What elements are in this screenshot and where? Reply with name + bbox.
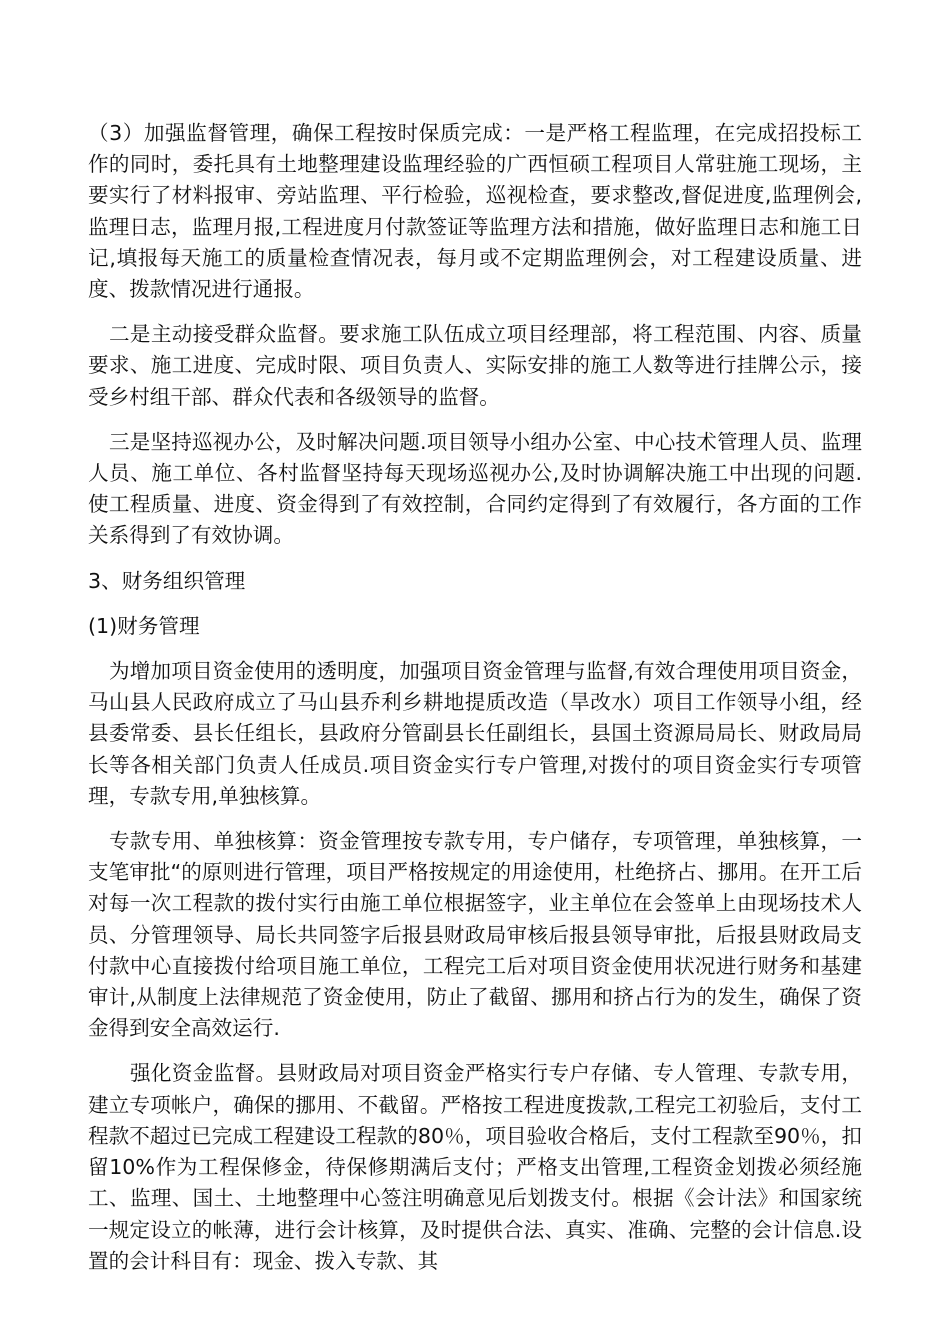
document-body [88, 118, 862, 1291]
section-heading-financial-organization: 3、财务组织管理 [88, 568, 246, 593]
paragraph-public-supervision: 二是主动接受群众监督。要求施工队伍成立项目经理部，将工程范围、内容、质量要求、施工进度、完成时限、项目负责人、实际安排的施工人数等进行挂牌公示，接受乡村组干部、群众代表和各级领导的监督。 [88, 322, 862, 409]
paragraph-inspection-office: 三是坚持巡视办公，及时解决问题.项目领导小组办公室、中心技术管理人员、监理人员、施工单位、各村监督坚持每天现场巡视办公,及时协调解决施工中出现的问题.使工程质量、进度、资金得到了有效控制，合同约定得到了有效履行，各方面的工作关系得到了有效协调。 [88, 429, 862, 548]
paragraph-supervision-management: （3）加强监督管理，确保工程按时保质完成：一是严格工程监理，在完成招投标工作的同时，委托具有土地整理建设监理经验的广西恒硕工程项目人常驻施工现场，主要实行了材料报审、旁站监理、平行检验，巡视检查，要求整改,督促进度,监理例会,监理日志，监理月报,工程进度月付款签证等监理方法和措施，做好监理日志和施工日记,填报每天施工的质量检查情况表，每月或不定期监理例会，对工程建设质量、进度、拨款情况进行通报。 [88, 121, 862, 302]
subsection-heading-financial-management: (1)财务管理 [88, 613, 200, 638]
paragraph-special-funds: 专款专用、单独核算：资金管理按专款专用，专户储存，专项管理，单独核算，一支笔审批“的原则进行管理，项目严格按规定的用途使用，杜绝挤占、挪用。在开工后对每一次工程款的拨付实行由施工单位根据签字，业主单位在会签单上由现场技术人员、分管理领导、局长共同签字后报县财政局审核后报县领导审批，后报县财政局支付款中心直接拨付给项目施工单位，工程完工后对项目资金使用状况进行财务和基建审计,从制度上法律规范了资金使用，防止了截留、挪用和挤占行为的发生，确保了资金得到安全高效运行. [88, 829, 862, 1041]
paragraph-fund-transparency: 为增加项目资金使用的透明度，加强项目资金管理与监督,有效合理使用项目资金，马山县人民政府成立了马山县乔利乡耕地提质改造（旱改水）项目工作领导小组，经县委常委、县长任组长，县政府分管副县长任副组长，县国土资源局局长、财政局局长等各相关部门负责人任成员.项目资金实行专户管理,对拨付的项目资金实行专项管理，专款专用,单独核算。 [88, 659, 862, 808]
paragraph-fund-supervision: 强化资金监督。县财政局对项目资金严格实行专户存储、专人管理、专款专用，建立专项帐户，确保的挪用、不截留。严格按工程进度拨款,工程完工初验后，支付工程款不超过已完成工程建设工程款的80％，项目验收合格后，支付工程款至90％，扣留10%作为工程保修金，待保修期满后支付；严格支出管理,工程资金划拨必须经施工、监理、国土、土地整理中心签注明确意见后划拨支付。根据《会计法》和国家统一规定设立的帐薄，进行会计核算，及时提供合法、真实、准确、完整的会计信息.设置的会计科目有：现金、拨入专款、其 [88, 1061, 862, 1273]
